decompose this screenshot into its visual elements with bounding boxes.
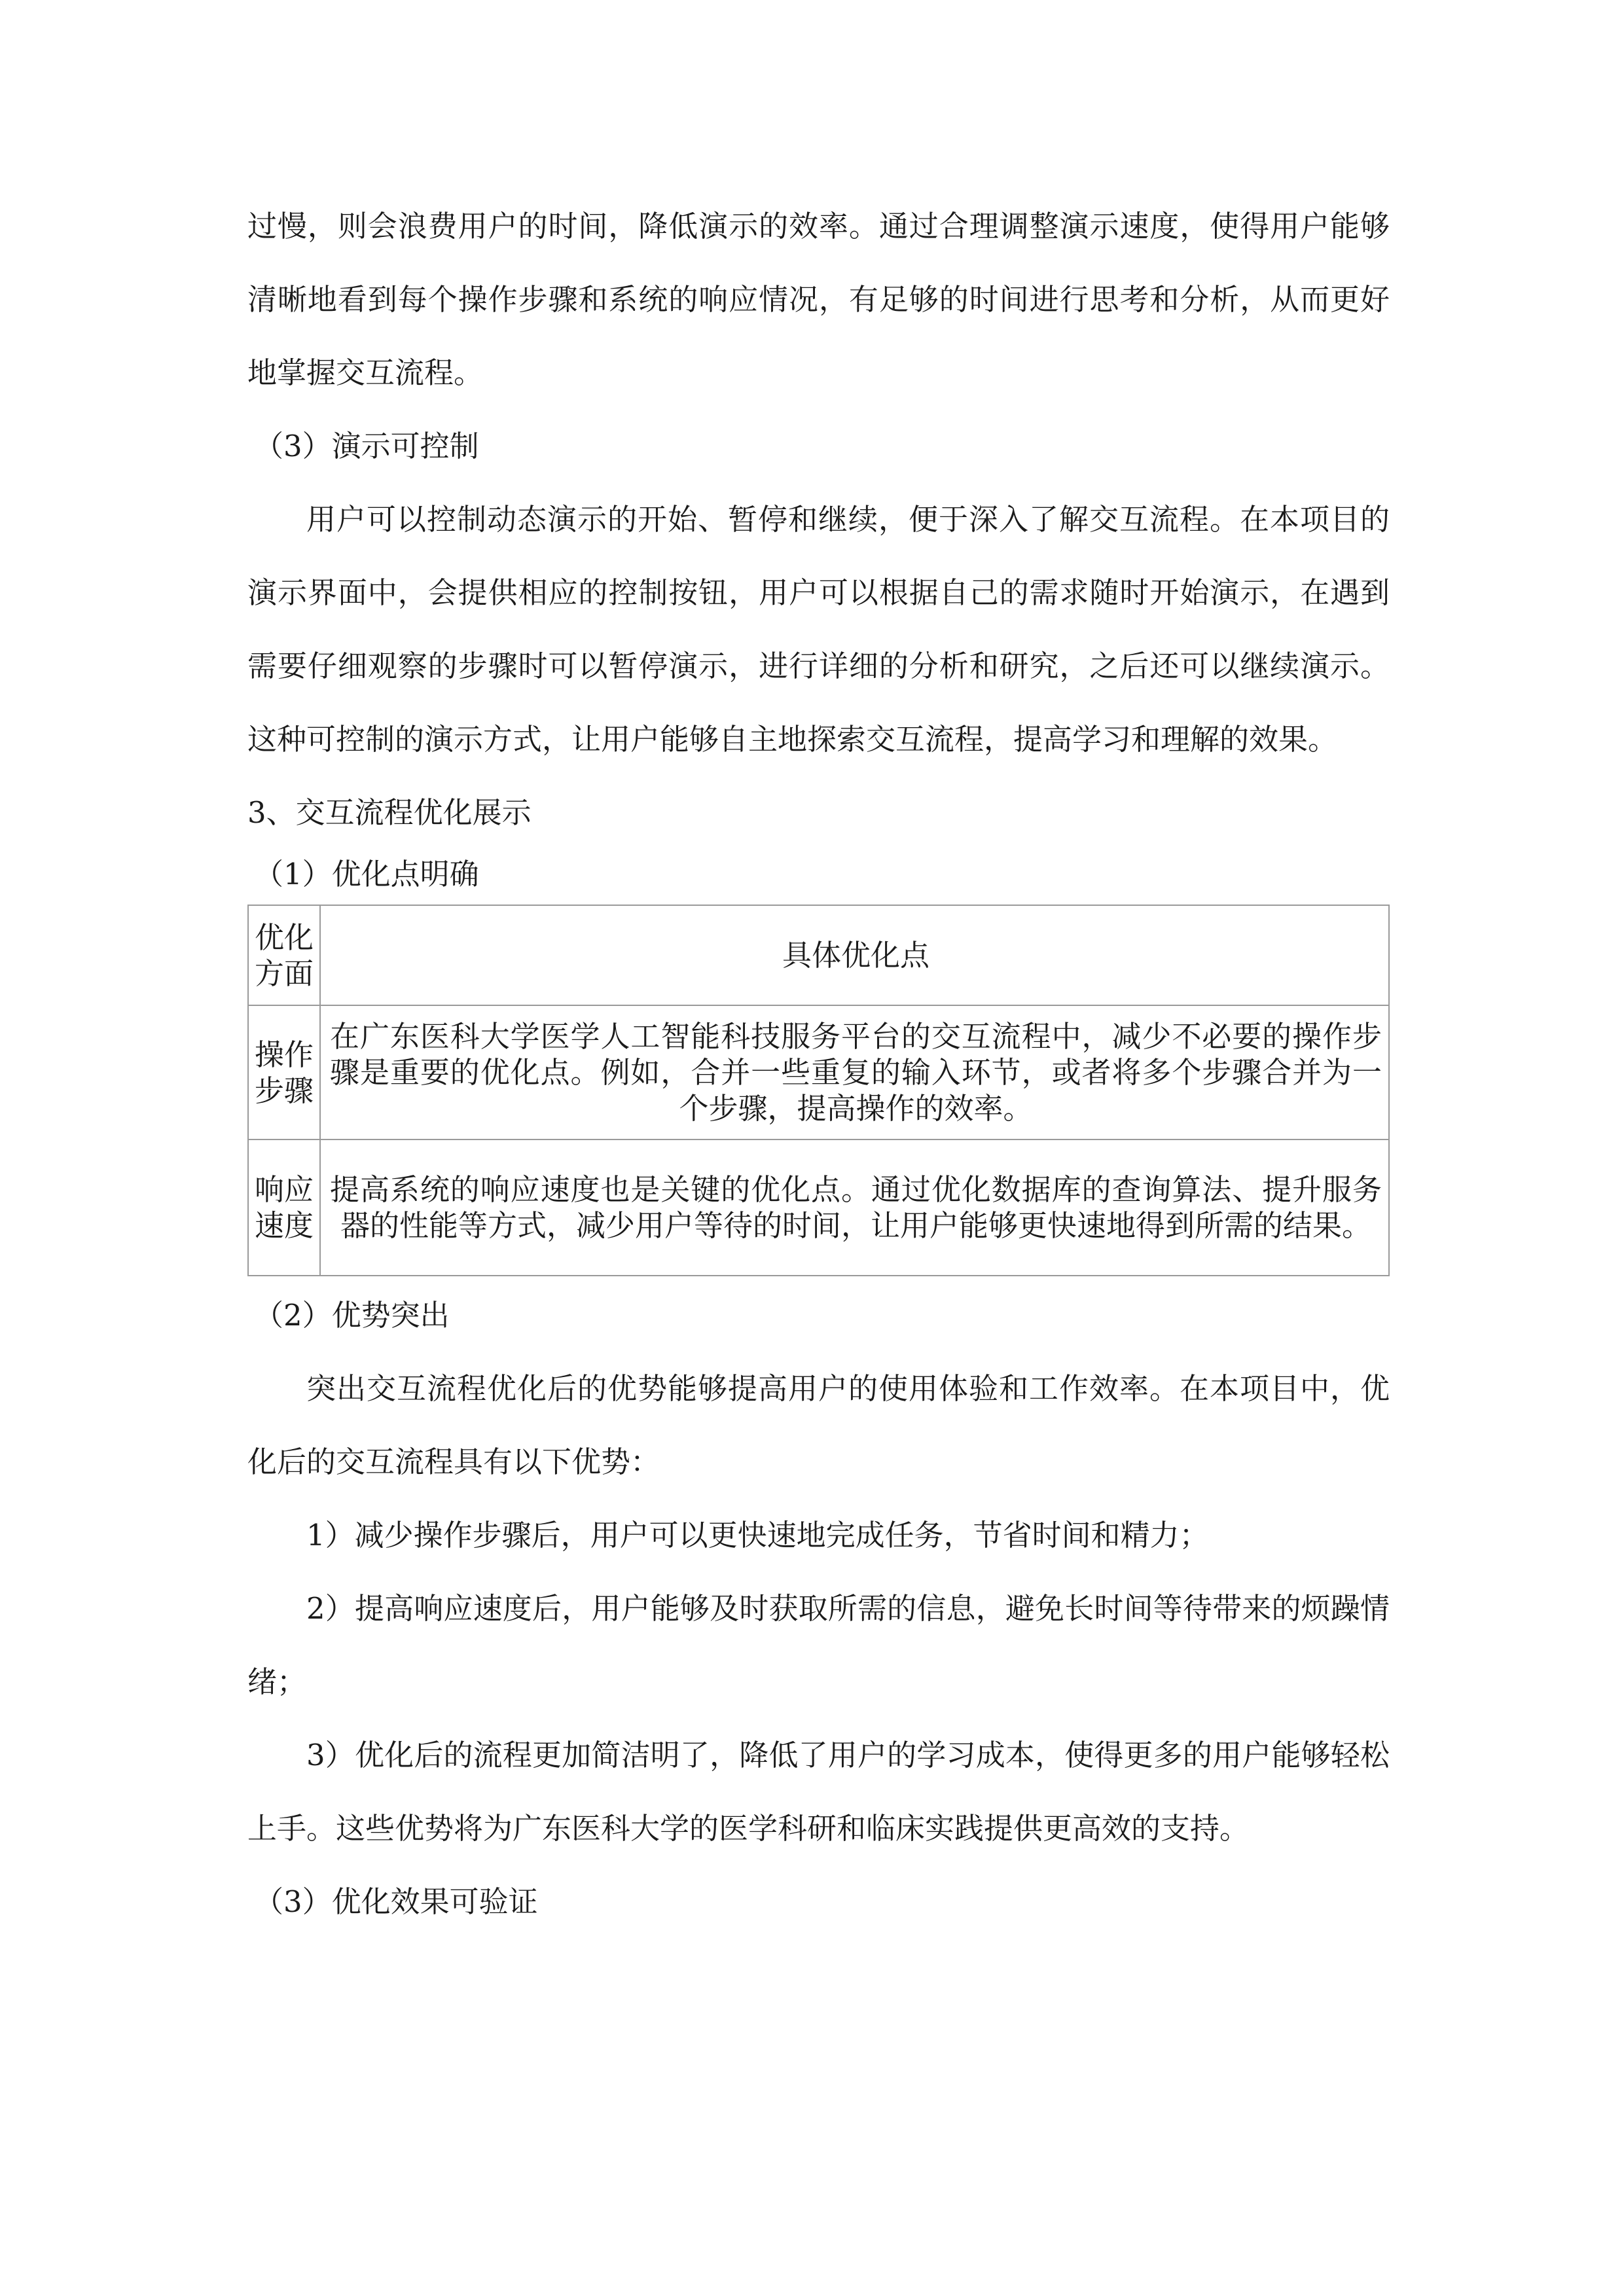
heading-verifiable-effect: （3）优化效果可验证 [254,1884,538,1919]
table-cell-aspect: 响应速度 [248,1139,320,1276]
table-header-row [248,905,1389,1005]
optimization-table-wrapper [247,905,1390,1276]
paragraph-demo-controllable: 用户可以控制动态演示的开始、暂停和继续，便于深入了解交互流程。在本项目的演示界面中，会提供相应的控制按钮，用户可以根据自己的需求随时开始演示，在遇到需要仔细观察的步骤时可以暂停演示，进行详细的分析和研究，之后还可以继续演示。这种可控制的演示方式，让用户能够自主地探索交互流程，提高学习和理解的效果。 [247,502,1390,757]
table-header-aspect: 优化方面 [248,905,320,1005]
table-cell-detail: 提高系统的响应速度也是关键的优化点。通过优化数据库的查询算法、提升服务器的性能等方式，减少用户等待的时间，让用户能够更快速地得到所需的结果。 [320,1139,1389,1276]
advantage-item-2: 2）提高响应速度后，用户能够及时获取所需的信息，避免长时间等待带来的烦躁情绪； [247,1591,1390,1699]
advantage-item-3: 3）优化后的流程更加简洁明了，降低了用户的学习成本，使得更多的用户能够轻松上手。这些优势将为广东医科大学的医学科研和临床实践提供更高效的支持。 [247,1738,1390,1846]
table-row [248,1139,1389,1276]
paragraph-advantages-intro: 突出交互流程优化后的优势能够提高用户的使用体验和工作效率。在本项目中，优化后的交互流程具有以下优势： [247,1371,1390,1479]
advantage-item-1: 1）减少操作步骤后，用户可以更快速地完成任务，节省时间和精力； [306,1518,1209,1552]
table-header-detail: 具体优化点 [320,905,1389,1005]
table-row [248,1005,1389,1139]
document-page [247,190,1390,1939]
paragraph-demo-speed-continued: 过慢，则会浪费用户的时间，降低演示的效率。通过合理调整演示速度，使得用户能够清晰地看到每个操作步骤和系统的响应情况，有足够的时间进行思考和分析，从而更好地掌握交互流程。 [247,209,1390,390]
heading-optimization-points: （1）优化点明确 [254,857,479,891]
heading-demo-controllable: （3）演示可控制 [254,429,479,463]
table-cell-aspect: 操作步骤 [248,1005,320,1139]
optimization-table [247,905,1390,1276]
heading-advantages: （2）优势突出 [254,1298,450,1333]
table-cell-detail: 在广东医科大学医学人工智能科技服务平台的交互流程中，减少不必要的操作步骤是重要的优化点。例如，合并一些重复的输入环节，或者将多个步骤合并为一个步骤，提高操作的效率。 [320,1005,1389,1139]
heading-section-3: 3、交互流程优化展示 [247,795,532,830]
